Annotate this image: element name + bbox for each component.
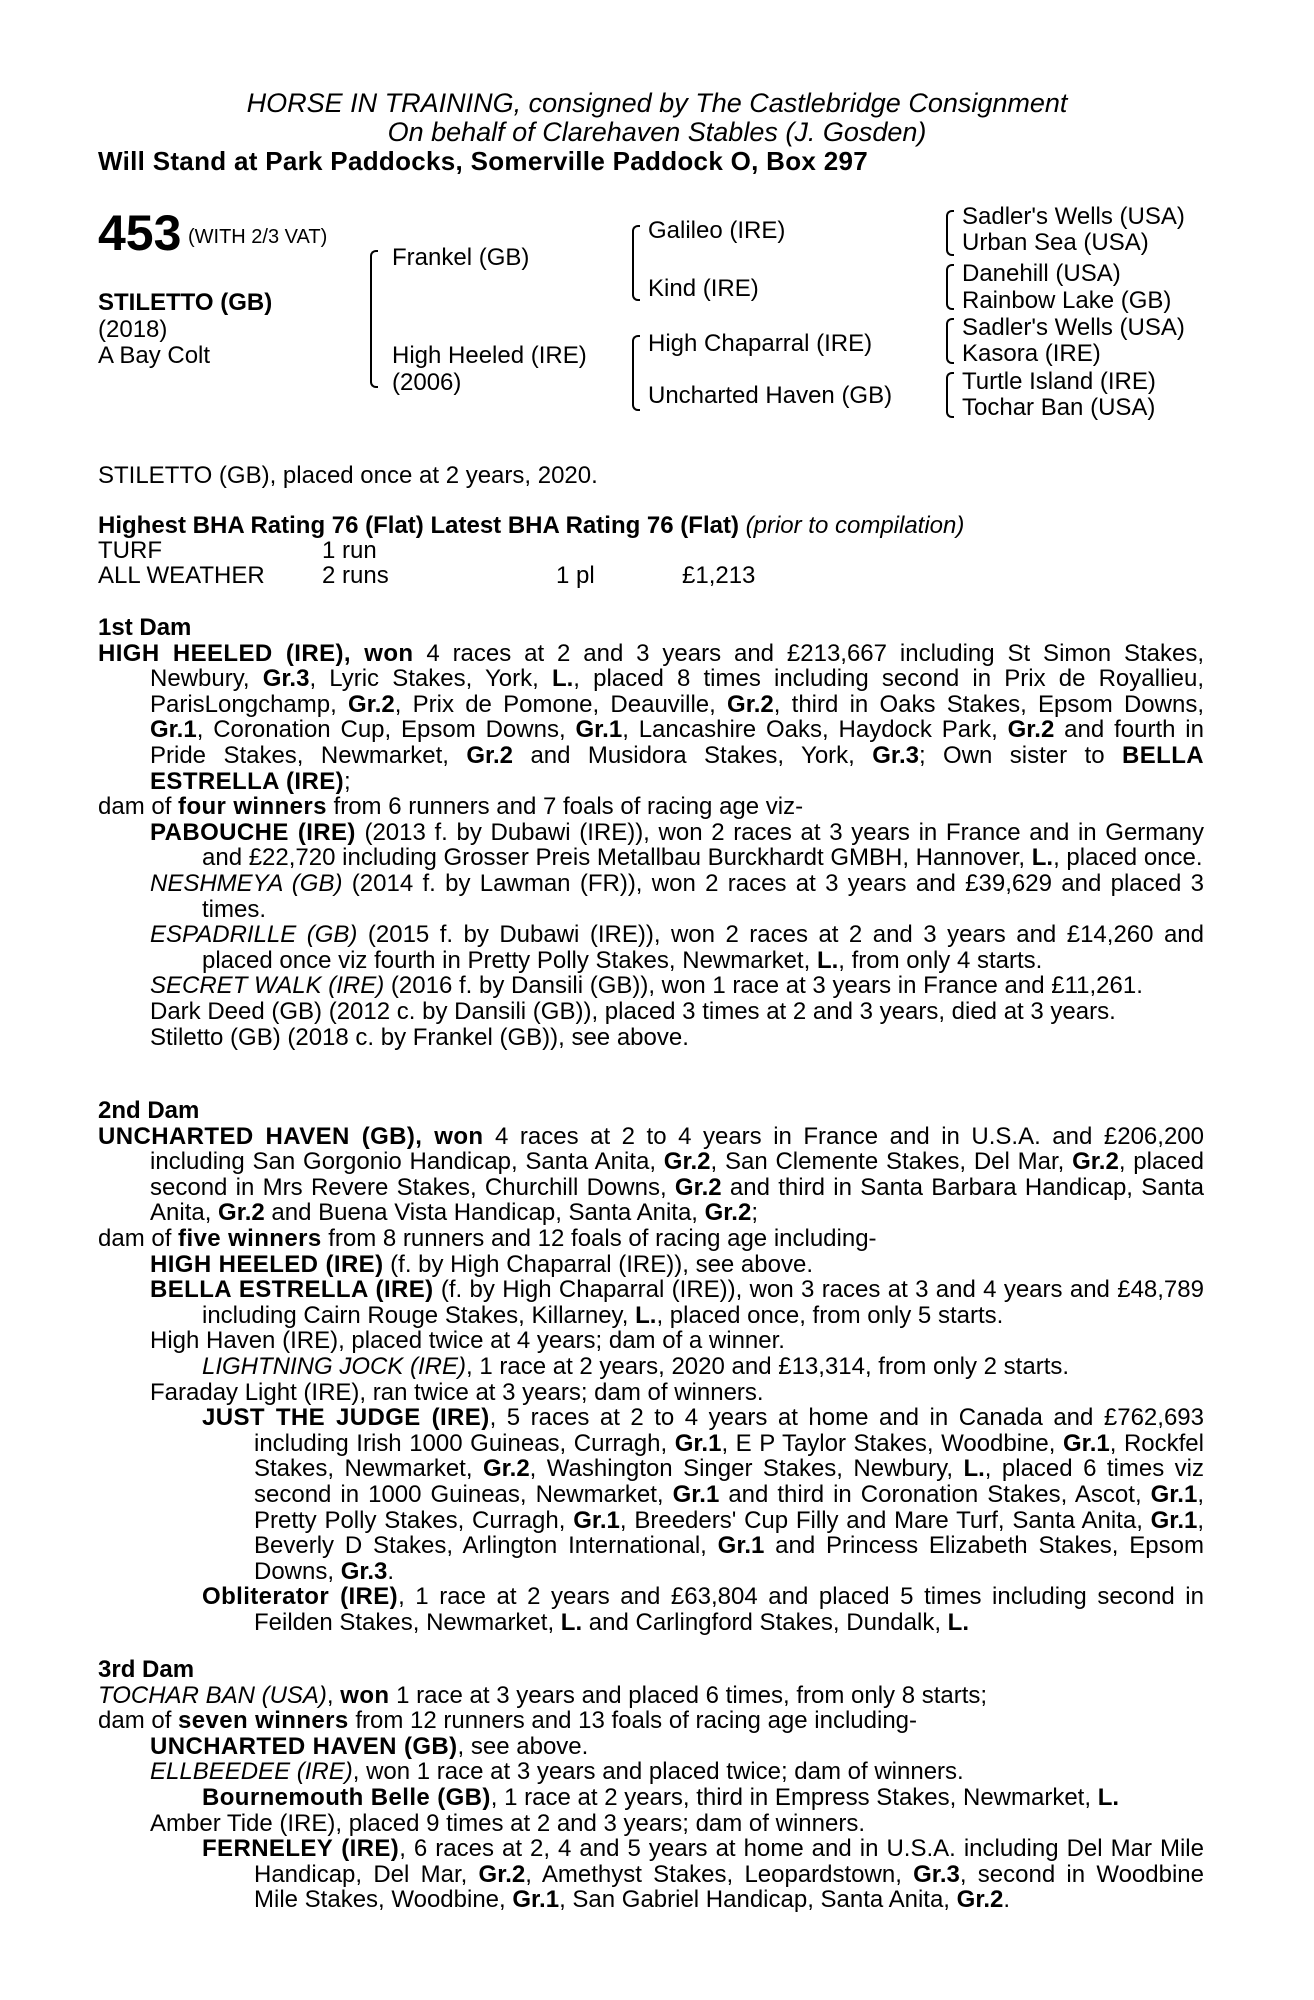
sire-sire: Galileo (IRE): [648, 217, 786, 244]
latest-rating: Latest BHA Rating 76 (Flat): [430, 512, 739, 539]
dam-of-line: dam of four winners from 6 runners and 7 foals of racing age viz-: [98, 793, 804, 821]
produce-entry: ELLBEEDEE (IRE), won 1 race at 3 years and placed twice; dam of winners.: [150, 1758, 964, 1786]
lot-number: 453: [98, 205, 182, 261]
produce-entry: LIGHTNING JOCK (IRE), 1 race at 2 years, 2020 and £13,314, from only 2 starts.: [202, 1352, 1070, 1380]
ancestor: Danehill (USA): [962, 260, 1121, 287]
first-dam-section: [98, 615, 1204, 1050]
aw-placed: 1 pl: [556, 562, 595, 589]
produce-entry: Amber Tide (IRE), placed 9 times at 2 and 3 years; dam of winners.: [150, 1809, 865, 1837]
pedigree-brace: [632, 225, 640, 301]
produce-entry: NESHMEYA (GB) (2014 f. by Lawman (FR)), won 2 races at 3 years and £39,629 and placed 3 times.: [150, 869, 1204, 923]
turf-label: TURF: [98, 537, 162, 564]
second-dam-record: UNCHARTED HAVEN (GB), won 4 races at 2 to 4 years in France and in U.S.A. and £206,200 including San Gorgonio Handicap, Santa Anita, Gr.2, San Clemente Stakes, Del Mar, Gr.2, placed second in Mrs Revere Stakes, Churchill Downs, Gr.2 and third in Santa Barbara Handicap, Santa Anita, Gr.2 and Buena Vista Handicap, Santa Anita, Gr.2;: [98, 1122, 1205, 1227]
produce-entry: Faraday Light (IRE), ran twice at 3 years; dam of winners.: [150, 1378, 764, 1406]
stand-location: Will Stand at Park Paddocks, Somerville Paddock O, Box 297: [98, 146, 868, 176]
horse-name: STILETTO (GB): [98, 289, 273, 316]
ancestor: Sadler's Wells (USA): [962, 314, 1185, 341]
produce-entry: JUST THE JUDGE (IRE), 5 races at 2 to 4 years at home and in Canada and £762,693 including Irish 1000 Guineas, Curragh, Gr.1, E P Taylor Stakes, Woodbine, Gr.1, Rockfel Stakes, Newmarket, Gr.2, Washington Singer Stakes, Newbury, L., placed 6 times viz second in 1000 Guineas, Newmarket, Gr.1 and third in Coronation Stakes, Ascot, Gr.1, Pretty Polly Stakes, Curragh, Gr.1, Breeders' Cup Filly and Mare Turf, Santa Anita, Gr.1, Beverly D Stakes, Arlington International, Gr.1 and Princess Elizabeth Stakes, Epsom Downs, Gr.3.: [202, 1404, 1205, 1585]
section-heading: 2nd Dam: [98, 1097, 200, 1124]
pedigree-brace: [946, 210, 954, 256]
section-heading: 1st Dam: [98, 614, 192, 641]
produce-entry: HIGH HEELED (IRE) (f. by High Chaparral (IRE)), see above.: [150, 1250, 813, 1278]
pedigree-brace: [946, 372, 954, 418]
dam-of-line: dam of seven winners from 12 runners and 13 foals of racing age including-: [98, 1707, 918, 1735]
third-dam-section: [98, 1657, 1204, 1913]
third-dam-record: TOCHAR BAN (USA), won 1 race at 3 years and placed 6 times, from only 8 starts;: [98, 1681, 988, 1709]
catalogue-header-line2: On behalf of Clarehaven Stables (J. Gosden): [387, 117, 927, 147]
produce-entry: PABOUCHE (IRE) (2013 f. by Dubawi (IRE)), won 2 races at 3 years in France and in Germany and £22,720 including Grosser Preis Metallbau Burckhardt GMBH, Hannover, L., placed once.: [150, 818, 1204, 872]
produce-entry: Stiletto (GB) (2018 c. by Frankel (GB)), see above.: [150, 1023, 689, 1051]
produce-entry: SECRET WALK (IRE) (2016 f. by Dansili (GB)), won 1 race at 3 years in France and £11,261.: [150, 972, 1143, 1000]
produce-entry: Dark Deed (GB) (2012 c. by Dansili (GB)), placed 3 times at 2 and 3 years, died at 3 years.: [150, 997, 1116, 1025]
vat-note: (WITH 2/3 VAT): [188, 226, 328, 248]
produce-entry: Obliterator (IRE), 1 race at 2 years and £63,804 and placed 5 times including second in Feilden Stakes, Newmarket, L. and Carlingford Stakes, Dundalk, L.: [202, 1583, 1204, 1636]
second-dam-section: [98, 1098, 1204, 1635]
sire-dam: Kind (IRE): [648, 275, 759, 302]
produce-entry: Bournemouth Belle (GB), 1 race at 2 years, third in Empress Stakes, Newmarket, L.: [202, 1783, 1120, 1811]
dam-sire: High Chaparral (IRE): [648, 330, 873, 357]
bha-ratings: [98, 512, 964, 540]
catalogue-header-line1: HORSE IN TRAINING, consigned by The Castlebridge Consignment: [246, 88, 1068, 118]
turf-runs: 1 run: [322, 537, 377, 564]
aw-label: ALL WEATHER: [98, 562, 265, 589]
ancestor: Sadler's Wells (USA): [962, 203, 1185, 230]
produce-entry: FERNELEY (IRE), 6 races at 2, 4 and 5 years at home and in U.S.A. including Del Mar Mile Handicap, Del Mar, Gr.2, Amethyst Stakes, Leopardstown, Gr.3, second in Woodbine Mile Stakes, Woodbine, Gr.1, San Gabriel Handicap, Santa Anita, Gr.2.: [202, 1835, 1204, 1914]
produce-entry: ESPADRILLE (GB) (2015 f. by Dubawi (IRE)), won 2 races at 2 and 3 years and £14,260 and placed once viz fourth in Pretty Polly Stakes, Newmarket, L., from only 4 starts.: [150, 921, 1204, 974]
pedigree-brace: [370, 250, 378, 388]
sire: Frankel (GB): [392, 244, 530, 271]
highest-rating: Highest BHA Rating 76 (Flat): [98, 512, 424, 539]
ancestor: Tochar Ban (USA): [962, 394, 1156, 421]
race-summary: STILETTO (GB), placed once at 2 years, 2020.: [98, 462, 598, 489]
horse-year: (2018): [98, 316, 168, 343]
ancestor: Urban Sea (USA): [962, 229, 1149, 256]
dam-dam: Uncharted Haven (GB): [648, 382, 893, 409]
ancestor: Kasora (IRE): [962, 340, 1101, 367]
aw-runs: 2 runs: [322, 562, 389, 589]
produce-entry: BELLA ESTRELLA (IRE) (f. by High Chaparral (IRE)), won 3 races at 3 and 4 years and £48,789 including Cairn Rouge Stakes, Killarney, L., placed once, from only 5 starts.: [150, 1276, 1204, 1329]
aw-prize: £1,213: [682, 562, 756, 589]
ancestor: Turtle Island (IRE): [962, 368, 1156, 395]
dam-year: (2006): [392, 369, 462, 396]
dam-of-line: dam of five winners from 8 runners and 12 foals of racing age including-: [98, 1224, 877, 1252]
pedigree-brace: [946, 264, 954, 310]
produce-entry: High Haven (IRE), placed twice at 4 years; dam of a winner.: [150, 1327, 785, 1355]
dam: High Heeled (IRE): [392, 342, 587, 369]
rating-note: (prior to compilation): [745, 512, 965, 539]
pedigree-brace: [946, 318, 954, 364]
ancestor: Rainbow Lake (GB): [962, 287, 1172, 314]
section-heading: 3rd Dam: [98, 1656, 195, 1683]
pedigree-brace: [632, 335, 640, 411]
horse-description: A Bay Colt: [98, 342, 211, 369]
first-dam-record: HIGH HEELED (IRE), won 4 races at 2 and 3 years and £213,667 including St Simon Stakes, Newbury, Gr.3, Lyric Stakes, York, L., placed 8 times including second in Prix de Royallieu, ParisLongchamp, Gr.2, Prix de Pomone, Deauville, Gr.2, third in Oaks Stakes, Epsom Downs, Gr.1, Coronation Cup, Epsom Downs, Gr.1, Lancashire Oaks, Haydock Park, Gr.2 and fourth in Pride Stakes, Newmarket, Gr.2 and Musidora Stakes, York, Gr.3; Own sister to BELLA ESTRELLA (IRE);: [98, 639, 1205, 795]
produce-entry: UNCHARTED HAVEN (GB), see above.: [150, 1732, 589, 1760]
